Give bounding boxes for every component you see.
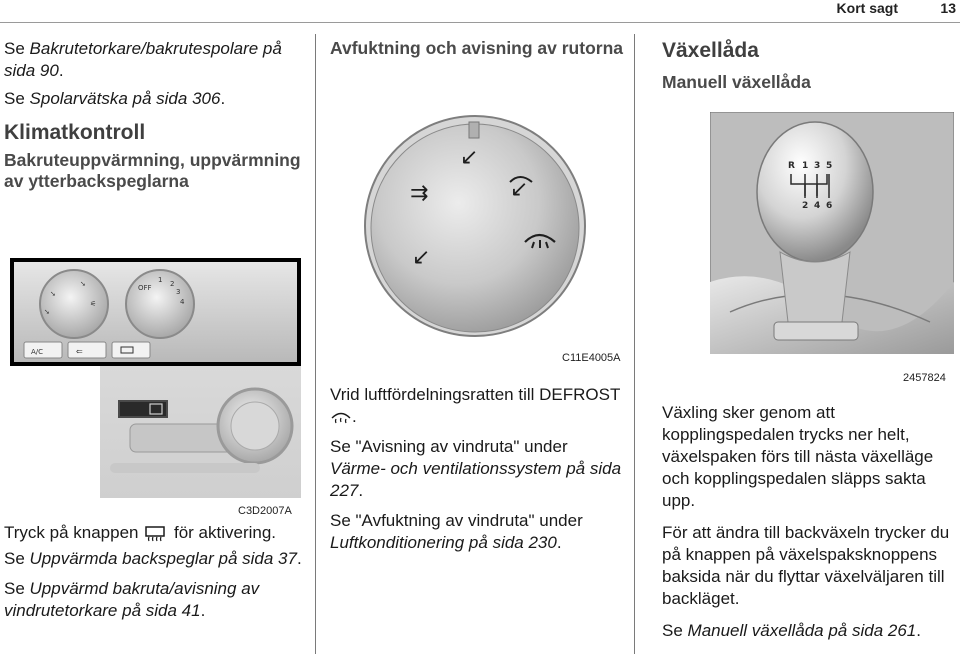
middle-column-lower xyxy=(330,384,626,554)
ref-rear-wiper: Se Bakrutetorkare/bakrutespolare på sida 90. xyxy=(4,39,282,80)
gear-knob-figure xyxy=(710,112,954,354)
section-title: Kort sagt xyxy=(836,0,898,16)
link-heat-vent-system[interactable]: Värme- och ventilationssystem på sida 227 xyxy=(330,459,622,500)
svg-text:➘: ➘ xyxy=(44,308,50,316)
svg-text:➘: ➘ xyxy=(50,290,56,298)
column-divider-right xyxy=(634,34,635,654)
link-air-conditioning[interactable]: Luftkonditionering på sida 230 xyxy=(330,533,557,552)
column-divider-left xyxy=(315,34,316,654)
defrost-instruction: Vrid luftfördelningsratten till DEFROST. xyxy=(330,385,621,426)
left-column-lower xyxy=(4,522,304,622)
figure-code-right: 2457824 xyxy=(903,372,946,384)
gear-label-4: 4 xyxy=(814,201,821,211)
windshield-defrost-icon xyxy=(330,410,352,426)
gear-label-5: 5 xyxy=(826,161,833,171)
right-column xyxy=(662,38,952,93)
gear-label-2: 2 xyxy=(802,201,809,211)
link-heated-mirrors[interactable]: Uppvärmda backspeglar på sida 37 xyxy=(29,549,297,568)
heading-climate-control: Klimatkontroll xyxy=(4,121,146,144)
figure-code-left: C3D2007A xyxy=(238,505,292,517)
rear-defrost-icon xyxy=(143,525,169,543)
left-column xyxy=(4,38,304,192)
ref-dehumidify-windshield: Se "Avfuktning av vindruta" under Luftkonditionering på sida 230. xyxy=(330,511,583,552)
heading-transmission: Växellåda xyxy=(662,39,759,62)
right-column-lower xyxy=(662,402,950,642)
link-rear-wiper[interactable]: Bakrutetorkare/bakrutespolare på sida 90 xyxy=(4,39,282,80)
header-rule xyxy=(0,22,960,23)
reverse-paragraph: För att ändra till backväxeln trycker du på knappen på växelspaksknoppens baksida när du flyttar växelväljaren till backläget. xyxy=(662,523,950,608)
page-header xyxy=(0,0,960,22)
defrost-dial-figure xyxy=(360,112,590,340)
ref-manual-transmission: Se Manuell växellåda på sida 261. xyxy=(662,621,921,640)
press-button-text: Tryck på knappen för aktivering. xyxy=(4,523,277,542)
subheading-manual-transmission: Manuell växellåda xyxy=(662,72,811,92)
shifting-paragraph: Växling sker genom att kopplingspedalen trycks ner helt, växelspaken förs till nästa växelläge och kopplingspedalen släpps sakta upp. xyxy=(662,403,934,510)
middle-column xyxy=(330,38,626,59)
svg-text:⚟: ⚟ xyxy=(90,300,97,308)
panel-buttons xyxy=(24,342,150,358)
dial-number-4: 4 xyxy=(180,298,185,306)
link-washer-fluid[interactable]: Spolarvätska på sida 306 xyxy=(29,89,221,108)
ref-defrost-windshield: Se "Avisning av vindruta" under Värme- och ventilationssystem på sida 227. xyxy=(330,437,622,500)
svg-text:↙: ↙ xyxy=(412,245,431,270)
dial-number-1: 1 xyxy=(158,276,163,284)
gear-label-3: 3 xyxy=(814,161,821,171)
dial-off: OFF xyxy=(138,284,152,292)
gear-label-r: R xyxy=(788,161,795,171)
svg-text:⇐: ⇐ xyxy=(76,347,83,356)
gear-label-6: 6 xyxy=(826,201,833,211)
dial-number-3: 3 xyxy=(176,288,181,296)
dial-number-2: 2 xyxy=(170,280,175,288)
subheading-heating: Bakruteuppvärmning, uppvärmning av ytterbackspeglarna xyxy=(4,150,301,191)
ref-heated-rear-window: Se Uppvärmd bakruta/avisning av vindrutetorkare på sida 41. xyxy=(4,579,260,620)
ref-washer-fluid: Se Spolarvätska på sida 306. xyxy=(4,89,226,108)
link-heated-rear-window[interactable]: Uppvärmd bakruta/avisning av vindrutetorkare på sida 41 xyxy=(4,579,260,620)
ref-heated-mirrors: Se Uppvärmda backspeglar på sida 37. xyxy=(4,549,302,568)
svg-text:↙: ↙ xyxy=(460,145,479,170)
heading-defog: Avfuktning och avisning av rutorna xyxy=(330,38,623,58)
gear-label-1: 1 xyxy=(802,161,809,171)
page-number: 13 xyxy=(940,0,956,16)
svg-text:➘: ➘ xyxy=(80,280,86,288)
svg-text:⇉: ⇉ xyxy=(410,181,429,206)
link-manual-transmission[interactable]: Manuell växellåda på sida 261 xyxy=(687,621,917,640)
svg-text:↙: ↙ xyxy=(510,177,529,202)
climate-panel-figure xyxy=(10,258,301,498)
button-ac-label: A/C xyxy=(31,348,44,356)
figure-code-middle: C11E4005A xyxy=(562,352,621,364)
